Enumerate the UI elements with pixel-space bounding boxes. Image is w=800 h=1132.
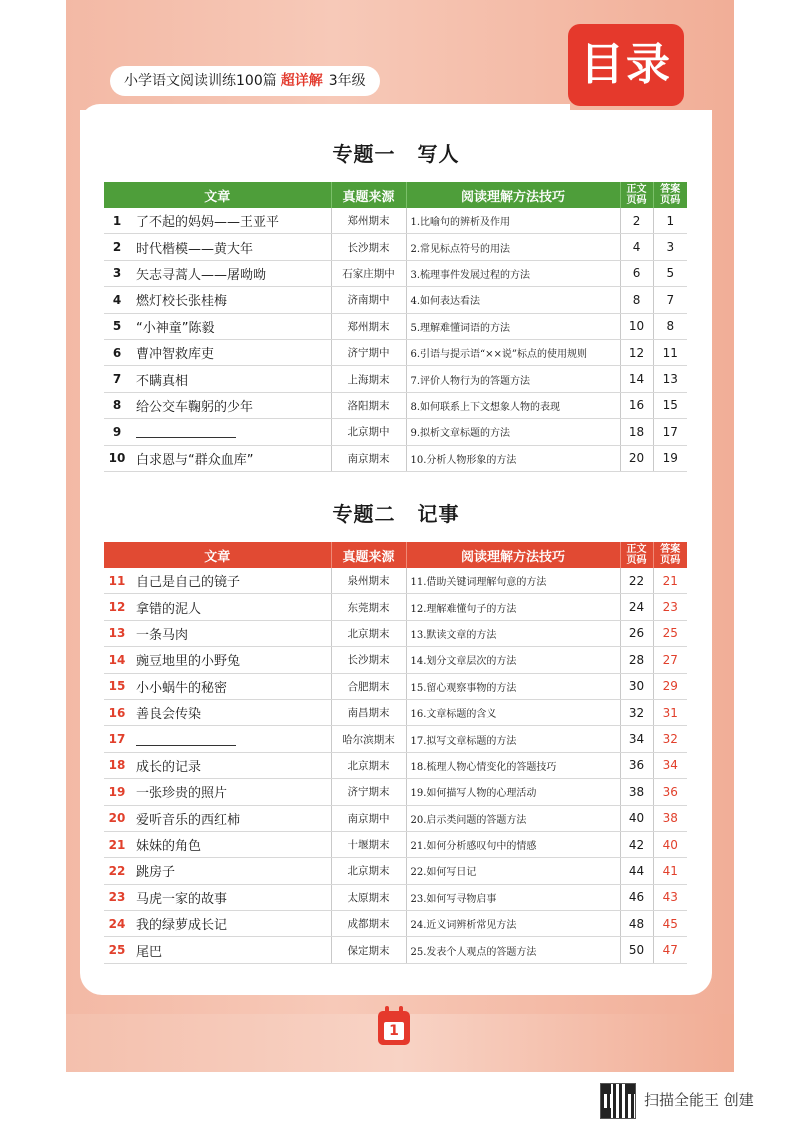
row-number: 4 <box>104 287 130 313</box>
exam-source: 太原期末 <box>331 884 406 910</box>
page-number: 1 <box>384 1022 404 1040</box>
topic2-heading <box>80 498 712 527</box>
row-number: 1 <box>104 208 130 234</box>
table-row <box>104 366 687 392</box>
article-title: 妹妹的角色 <box>130 831 331 857</box>
contents-label: 目录 <box>568 24 684 106</box>
answer-page: 25 <box>653 620 687 646</box>
col-method: 阅读理解方法技巧 <box>406 182 620 208</box>
reading-method: 18.梳理人物心情变化的答题技巧 <box>406 752 620 778</box>
table-row <box>104 673 687 699</box>
exam-source: 东莞期末 <box>331 594 406 620</box>
row-number: 16 <box>104 699 130 725</box>
answer-page: 47 <box>653 937 687 963</box>
answer-page: 23 <box>653 594 687 620</box>
reading-method: 9.拟析文章标题的方法 <box>406 419 620 445</box>
book-title-highlight: 超详解 <box>280 73 323 89</box>
col-text-page: 正文 页码 <box>620 182 653 208</box>
exam-source: 北京期末 <box>331 620 406 646</box>
table-header <box>104 182 687 208</box>
table-header <box>104 542 687 568</box>
text-page: 32 <box>620 699 653 725</box>
topic1-heading <box>80 138 712 167</box>
reading-method: 14.划分文章层次的方法 <box>406 647 620 673</box>
col-source: 真题来源 <box>331 182 406 208</box>
exam-source: 哈尔滨期末 <box>331 726 406 752</box>
reading-method: 12.理解难懂句子的方法 <box>406 594 620 620</box>
answer-page: 45 <box>653 911 687 937</box>
topic1-label: 专题一 <box>332 142 396 166</box>
reading-method: 7.评价人物行为的答题方法 <box>406 366 620 392</box>
text-page: 48 <box>620 911 653 937</box>
reading-method: 2.常见标点符号的用法 <box>406 234 620 260</box>
reading-method: 6.引语与提示语“××说”标点的使用规则 <box>406 339 620 365</box>
topic1-name: 写人 <box>417 142 460 166</box>
article-title: 了不起的妈妈——王亚平 <box>130 208 331 234</box>
table-row <box>104 392 687 418</box>
table-row <box>104 339 687 365</box>
article-title: “小神童”陈毅 <box>130 313 331 339</box>
table-row <box>104 287 687 313</box>
table-row <box>104 911 687 937</box>
exam-source: 石家庄期中 <box>331 260 406 286</box>
scanner-watermark: 扫描全能王 创建 <box>644 1091 754 1109</box>
row-number: 22 <box>104 858 130 884</box>
answer-page: 21 <box>653 568 687 594</box>
text-page: 2 <box>620 208 653 234</box>
answer-page: 43 <box>653 884 687 910</box>
article-title: 豌豆地里的小野兔 <box>130 647 331 673</box>
text-page: 28 <box>620 647 653 673</box>
exam-source: 南京期末 <box>331 445 406 471</box>
row-number: 13 <box>104 620 130 646</box>
reading-method: 20.启示类问题的答题方法 <box>406 805 620 831</box>
exam-source: 泉州期末 <box>331 568 406 594</box>
article-title: 白求恩与“群众血库” <box>130 445 331 471</box>
reading-method: 15.留心观察事物的方法 <box>406 673 620 699</box>
text-page: 44 <box>620 858 653 884</box>
text-page: 26 <box>620 620 653 646</box>
exam-source: 济宁期末 <box>331 779 406 805</box>
article-title: 尾巴 <box>130 937 331 963</box>
reading-method: 25.发表个人观点的答题方法 <box>406 937 620 963</box>
table-row <box>104 620 687 646</box>
table-row <box>104 568 687 594</box>
row-number: 25 <box>104 937 130 963</box>
table-row <box>104 594 687 620</box>
col-article: 文章 <box>104 182 331 208</box>
col-text-page: 正文 页码 <box>620 542 653 568</box>
text-page: 34 <box>620 726 653 752</box>
exam-source: 北京期末 <box>331 752 406 778</box>
row-number: 18 <box>104 752 130 778</box>
answer-page: 15 <box>653 392 687 418</box>
article-title: 一条马肉 <box>130 620 331 646</box>
article-title: 善良会传染 <box>130 699 331 725</box>
table-row <box>104 234 687 260</box>
exam-source: 洛阳期末 <box>331 392 406 418</box>
answer-page: 3 <box>653 234 687 260</box>
text-page: 30 <box>620 673 653 699</box>
answer-page: 34 <box>653 752 687 778</box>
article-title: 矢志寻蒿人——屠呦呦 <box>130 260 331 286</box>
article-title: 拿错的泥人 <box>130 594 331 620</box>
text-page: 8 <box>620 287 653 313</box>
article-title: 我的绿萝成长记 <box>130 911 331 937</box>
reading-method: 19.如何描写人物的心理活动 <box>406 779 620 805</box>
book-title-main: 小学语文阅读训练100篇 <box>124 73 277 89</box>
row-number: 8 <box>104 392 130 418</box>
answer-page: 32 <box>653 726 687 752</box>
answer-page: 17 <box>653 419 687 445</box>
table-row <box>104 831 687 857</box>
blank-title-line <box>136 733 236 746</box>
article-title: 燃灯校长张桂梅 <box>130 287 331 313</box>
table-row <box>104 779 687 805</box>
exam-source: 郑州期末 <box>331 208 406 234</box>
table-row <box>104 858 687 884</box>
exam-source: 北京期中 <box>331 419 406 445</box>
text-page: 42 <box>620 831 653 857</box>
exam-source: 济南期中 <box>331 287 406 313</box>
table-row <box>104 647 687 673</box>
text-page: 20 <box>620 445 653 471</box>
row-number: 7 <box>104 366 130 392</box>
row-number: 23 <box>104 884 130 910</box>
answer-page: 7 <box>653 287 687 313</box>
reading-method: 13.默读文章的方法 <box>406 620 620 646</box>
reading-method: 3.梳理事件发展过程的方法 <box>406 260 620 286</box>
exam-source: 郑州期末 <box>331 313 406 339</box>
exam-source: 南昌期末 <box>331 699 406 725</box>
article-title: 一张珍贵的照片 <box>130 779 331 805</box>
row-number: 3 <box>104 260 130 286</box>
text-page: 12 <box>620 339 653 365</box>
reading-method: 23.如何写寻物启事 <box>406 884 620 910</box>
row-number: 12 <box>104 594 130 620</box>
exam-source: 上海期末 <box>331 366 406 392</box>
book-title <box>110 66 380 96</box>
col-answer-page: 答案 页码 <box>653 182 687 208</box>
table-row <box>104 726 687 752</box>
article-title <box>130 726 331 752</box>
answer-page: 27 <box>653 647 687 673</box>
table-row <box>104 937 687 963</box>
reading-method: 21.如何分析感叹句中的情感 <box>406 831 620 857</box>
exam-source: 十堰期末 <box>331 831 406 857</box>
table-row <box>104 884 687 910</box>
reading-method: 11.借助关键词理解句意的方法 <box>406 568 620 594</box>
text-page: 24 <box>620 594 653 620</box>
text-page: 4 <box>620 234 653 260</box>
exam-source: 济宁期中 <box>331 339 406 365</box>
article-title: 曹冲智救库吏 <box>130 339 331 365</box>
answer-page: 11 <box>653 339 687 365</box>
col-source: 真题来源 <box>331 542 406 568</box>
article-title: 时代楷模——黄大年 <box>130 234 331 260</box>
table-row <box>104 260 687 286</box>
answer-page: 31 <box>653 699 687 725</box>
exam-source: 长沙期末 <box>331 647 406 673</box>
text-page: 38 <box>620 779 653 805</box>
book-title-grade: 3年级 <box>328 73 366 89</box>
article-title: 给公交车鞠躬的少年 <box>130 392 331 418</box>
article-title: 成长的记录 <box>130 752 331 778</box>
row-number: 21 <box>104 831 130 857</box>
article-title: 爱听音乐的西红柿 <box>130 805 331 831</box>
col-article: 文章 <box>104 542 331 568</box>
reading-method: 4.如何表达看法 <box>406 287 620 313</box>
reading-method: 24.近义词辨析常见方法 <box>406 911 620 937</box>
topic2-name: 记事 <box>417 502 460 526</box>
row-number: 14 <box>104 647 130 673</box>
col-answer-page: 答案 页码 <box>653 542 687 568</box>
text-page: 46 <box>620 884 653 910</box>
exam-source: 长沙期末 <box>331 234 406 260</box>
table-row <box>104 208 687 234</box>
answer-page: 36 <box>653 779 687 805</box>
table-row <box>104 313 687 339</box>
table-row <box>104 445 687 471</box>
article-title: 自己是自己的镜子 <box>130 568 331 594</box>
reading-method: 22.如何写日记 <box>406 858 620 884</box>
reading-method: 17.拟写文章标题的方法 <box>406 726 620 752</box>
table-row <box>104 752 687 778</box>
text-page: 36 <box>620 752 653 778</box>
exam-source: 成都期末 <box>331 911 406 937</box>
article-title: 不瞒真相 <box>130 366 331 392</box>
text-page: 16 <box>620 392 653 418</box>
topic2-table <box>104 542 687 964</box>
text-page: 50 <box>620 937 653 963</box>
answer-page: 19 <box>653 445 687 471</box>
text-page: 10 <box>620 313 653 339</box>
table-row <box>104 699 687 725</box>
reading-method: 1.比喻句的辨析及作用 <box>406 208 620 234</box>
qr-code-icon <box>600 1083 636 1119</box>
answer-page: 38 <box>653 805 687 831</box>
blank-title-line <box>136 425 236 438</box>
exam-source: 合肥期末 <box>331 673 406 699</box>
answer-page: 5 <box>653 260 687 286</box>
reading-method: 16.文章标题的含义 <box>406 699 620 725</box>
table-row <box>104 805 687 831</box>
row-number: 17 <box>104 726 130 752</box>
text-page: 6 <box>620 260 653 286</box>
table-row <box>104 419 687 445</box>
col-method: 阅读理解方法技巧 <box>406 542 620 568</box>
row-number: 2 <box>104 234 130 260</box>
row-number: 11 <box>104 568 130 594</box>
reading-method: 8.如何联系上下文想象人物的表现 <box>406 392 620 418</box>
row-number: 24 <box>104 911 130 937</box>
row-number: 9 <box>104 419 130 445</box>
answer-page: 29 <box>653 673 687 699</box>
row-number: 10 <box>104 445 130 471</box>
row-number: 19 <box>104 779 130 805</box>
row-number: 6 <box>104 339 130 365</box>
reading-method: 10.分析人物形象的方法 <box>406 445 620 471</box>
calendar-page-icon <box>378 1011 410 1045</box>
exam-source: 保定期末 <box>331 937 406 963</box>
answer-page: 40 <box>653 831 687 857</box>
reading-method: 5.理解难懂词语的方法 <box>406 313 620 339</box>
article-title <box>130 419 331 445</box>
article-title: 跳房子 <box>130 858 331 884</box>
row-number: 20 <box>104 805 130 831</box>
exam-source: 南京期中 <box>331 805 406 831</box>
row-number: 5 <box>104 313 130 339</box>
topic2-label: 专题二 <box>332 502 396 526</box>
article-title: 马虎一家的故事 <box>130 884 331 910</box>
answer-page: 41 <box>653 858 687 884</box>
text-page: 22 <box>620 568 653 594</box>
topic1-table <box>104 182 687 472</box>
contents-panel <box>80 110 712 995</box>
text-page: 40 <box>620 805 653 831</box>
answer-page: 8 <box>653 313 687 339</box>
text-page: 18 <box>620 419 653 445</box>
exam-source: 北京期末 <box>331 858 406 884</box>
answer-page: 13 <box>653 366 687 392</box>
article-title: 小小蜗牛的秘密 <box>130 673 331 699</box>
text-page: 14 <box>620 366 653 392</box>
answer-page: 1 <box>653 208 687 234</box>
row-number: 15 <box>104 673 130 699</box>
